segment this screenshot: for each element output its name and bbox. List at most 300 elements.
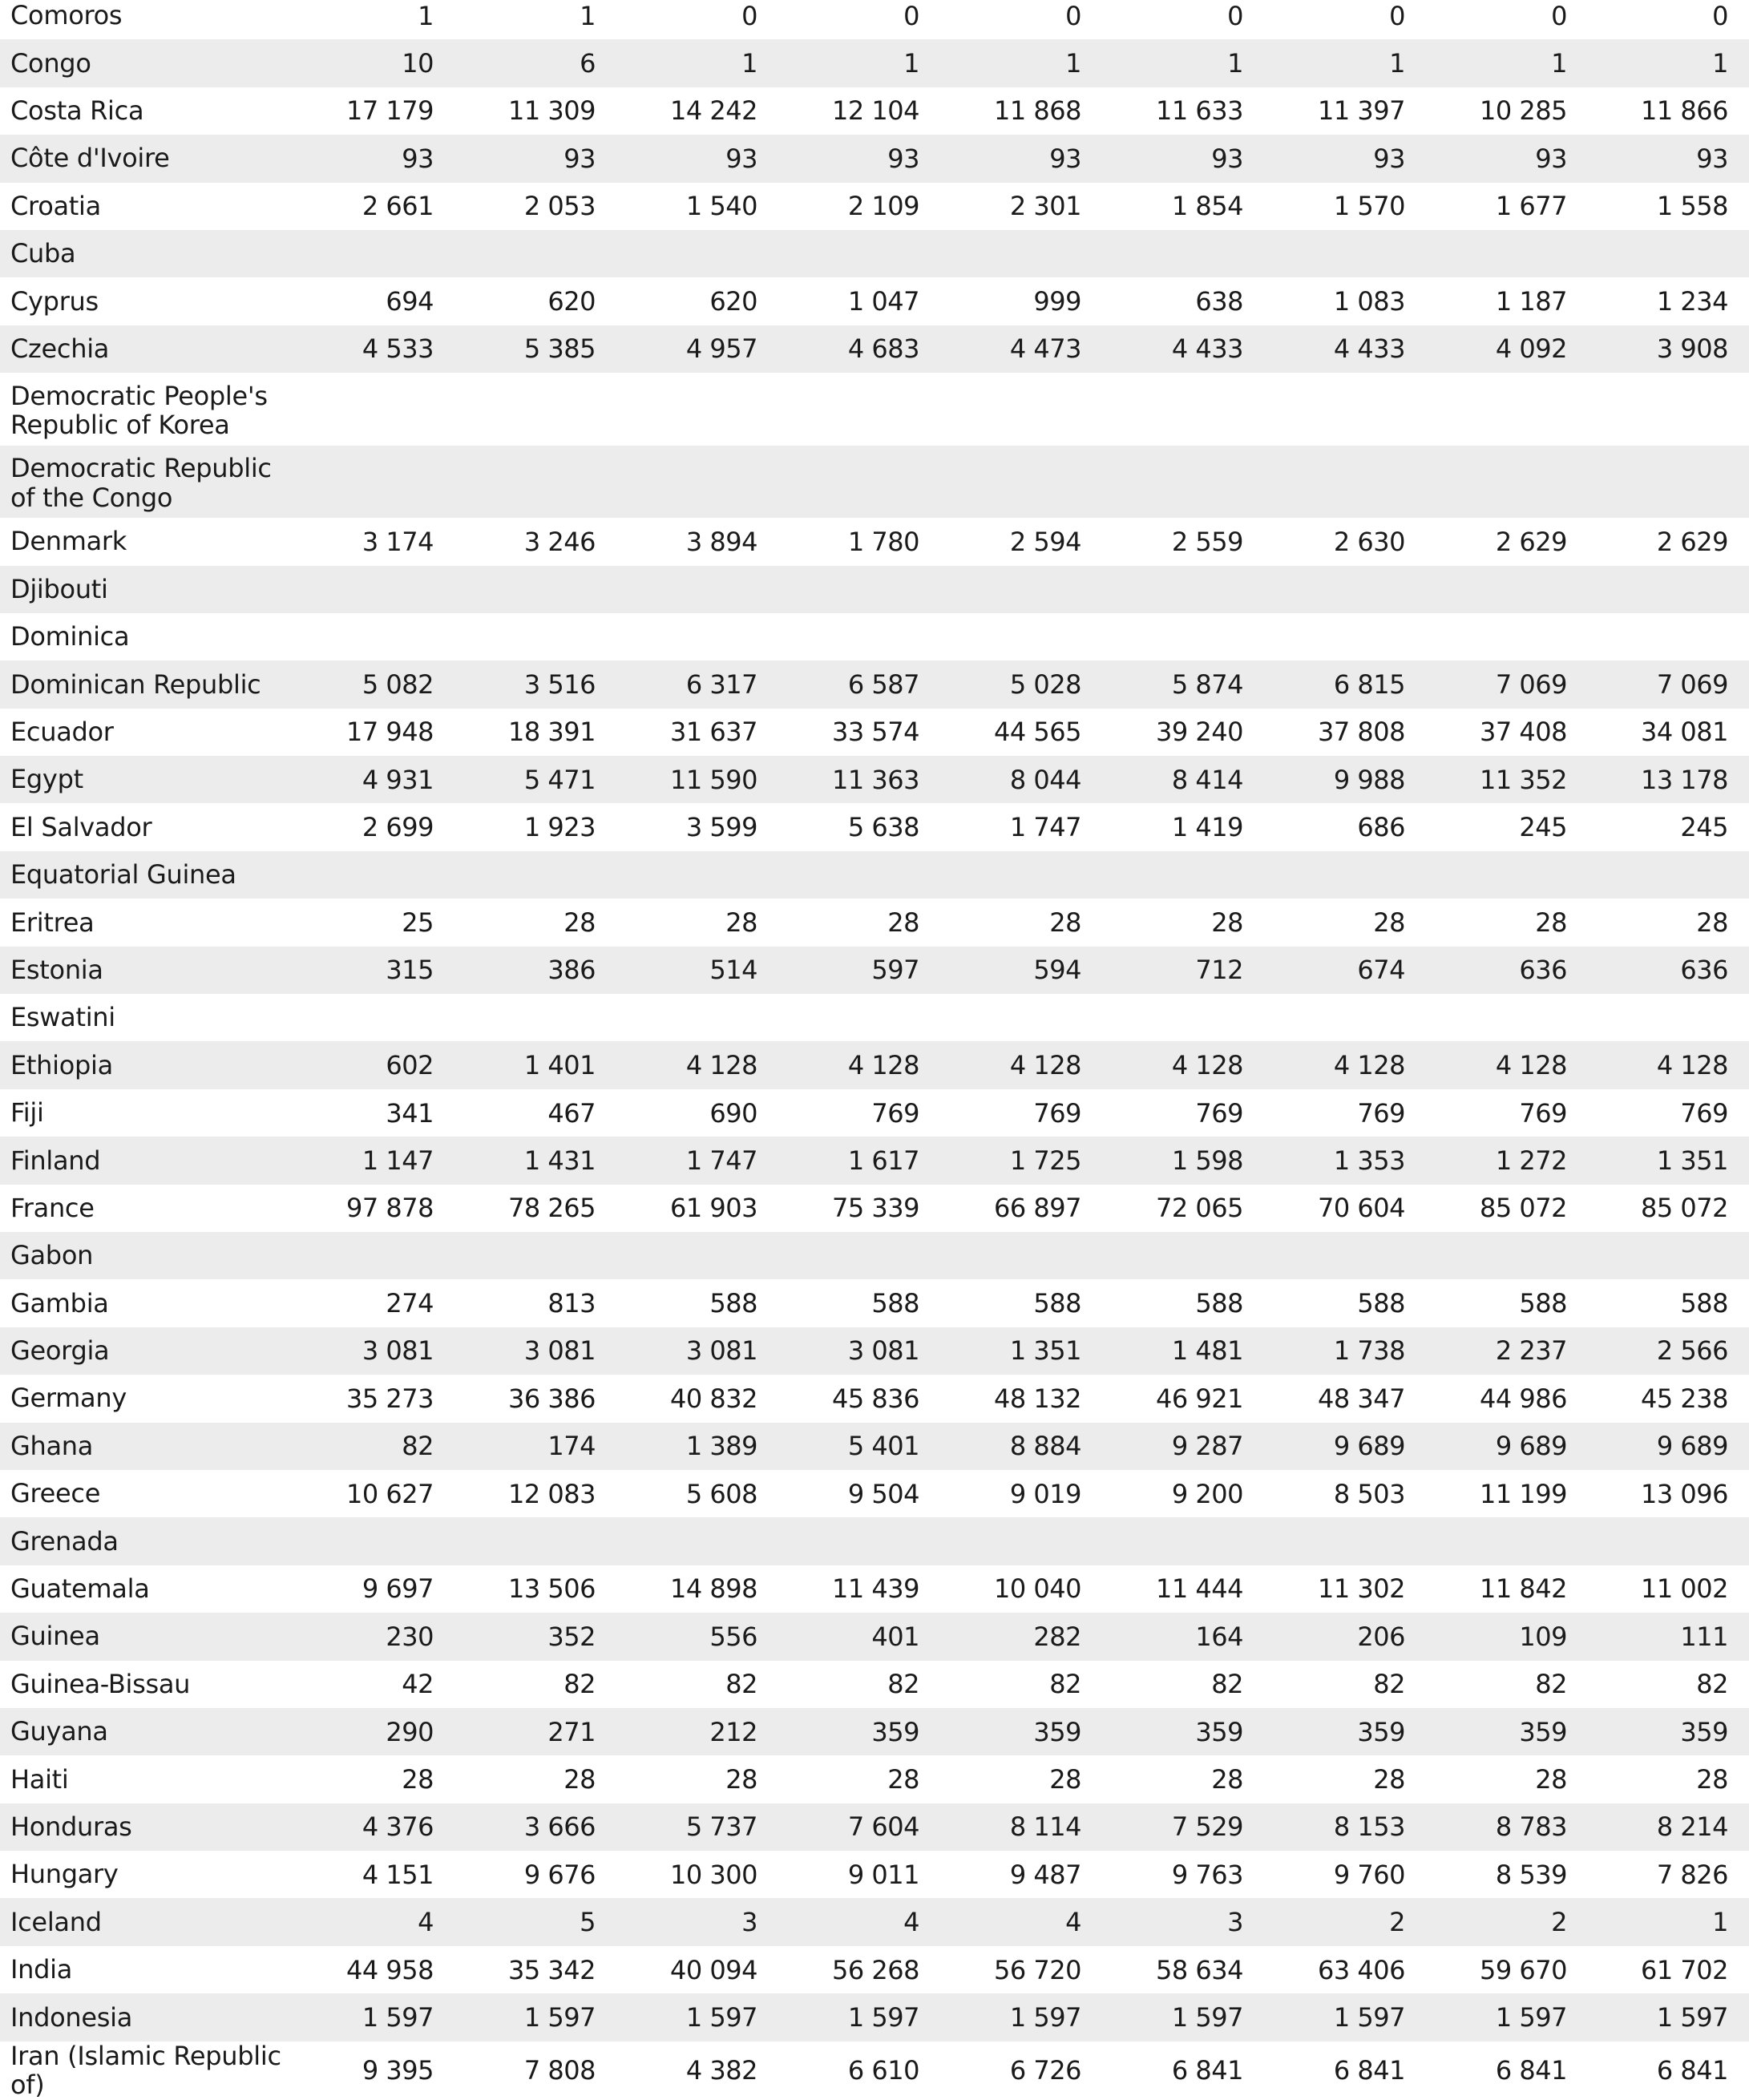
value-cell [454, 230, 616, 277]
value-cell [778, 994, 940, 1041]
value-cell [1264, 994, 1426, 1041]
value-cell: 7 604 [778, 1803, 940, 1851]
value-cell: 4 533 [293, 325, 454, 373]
table-row [0, 230, 1749, 277]
value-cell: 93 [454, 135, 616, 182]
value-cell: 0 [940, 0, 1102, 39]
value-cell: 11 633 [1102, 87, 1264, 135]
value-cell: 35 273 [293, 1375, 454, 1422]
value-cell: 82 [778, 1661, 940, 1708]
value-cell: 10 285 [1426, 87, 1588, 135]
value-cell [778, 1517, 940, 1565]
value-cell [1264, 373, 1426, 446]
value-cell: 638 [1102, 277, 1264, 325]
value-cell: 12 083 [454, 1470, 616, 1517]
value-cell: 28 [1588, 1755, 1749, 1803]
country-name-cell: Democratic Republic of the Congo [0, 446, 293, 519]
value-cell: 1 [293, 0, 454, 39]
value-cell: 1 597 [1102, 1993, 1264, 2041]
value-cell [454, 1232, 616, 1279]
value-cell [1102, 994, 1264, 1041]
value-cell [616, 613, 778, 660]
value-cell: 1 481 [1102, 1327, 1264, 1375]
value-cell: 2 630 [1264, 518, 1426, 565]
value-cell: 4 128 [1102, 1041, 1264, 1088]
value-cell [616, 373, 778, 446]
table-row [0, 518, 1749, 565]
value-cell: 7 808 [454, 2041, 616, 2100]
value-cell: 18 391 [454, 709, 616, 756]
value-cell: 1 147 [293, 1137, 454, 1184]
country-name-cell: Fiji [0, 1089, 293, 1137]
value-cell: 82 [454, 1661, 616, 1708]
value-cell: 6 [454, 39, 616, 87]
value-cell: 48 132 [940, 1375, 1102, 1422]
value-cell [778, 230, 940, 277]
value-cell: 28 [1264, 1755, 1426, 1803]
value-cell: 85 072 [1588, 1185, 1749, 1232]
value-cell: 40 832 [616, 1375, 778, 1422]
value-cell [778, 566, 940, 613]
value-cell [1264, 851, 1426, 899]
table-row [0, 1803, 1749, 1851]
value-cell [940, 851, 1102, 899]
table-row [0, 1470, 1749, 1517]
value-cell: 1 597 [1264, 1993, 1426, 2041]
value-cell: 1 [454, 0, 616, 39]
table-row [0, 1993, 1749, 2041]
value-cell: 31 637 [616, 709, 778, 756]
value-cell: 3 081 [778, 1327, 940, 1375]
value-cell [1102, 613, 1264, 660]
country-name-cell: Guinea [0, 1613, 293, 1660]
value-cell: 93 [778, 135, 940, 182]
table-row [0, 660, 1749, 708]
value-cell: 514 [616, 947, 778, 994]
value-cell [778, 613, 940, 660]
value-cell: 7 826 [1588, 1851, 1749, 1898]
value-cell: 93 [616, 135, 778, 182]
value-cell: 3 [616, 1898, 778, 1945]
value-cell: 13 178 [1588, 756, 1749, 803]
value-cell [1264, 446, 1426, 519]
country-name-cell: Eritrea [0, 899, 293, 946]
value-cell: 4 092 [1426, 325, 1588, 373]
value-cell [940, 1517, 1102, 1565]
value-cell: 9 760 [1264, 1851, 1426, 1898]
table-row [0, 1185, 1749, 1232]
value-cell [293, 1517, 454, 1565]
value-cell: 78 265 [454, 1185, 616, 1232]
value-cell: 1 747 [616, 1137, 778, 1184]
table-row [0, 1517, 1749, 1565]
value-cell: 4 382 [616, 2041, 778, 2100]
value-cell: 8 114 [940, 1803, 1102, 1851]
value-cell: 28 [1102, 1755, 1264, 1803]
country-name-cell: Gabon [0, 1232, 293, 1279]
value-cell: 0 [1102, 0, 1264, 39]
table-row [0, 1898, 1749, 1945]
value-cell [293, 446, 454, 519]
value-cell: 636 [1588, 947, 1749, 994]
table-row [0, 325, 1749, 373]
value-cell: 9 487 [940, 1851, 1102, 1898]
value-cell [1588, 230, 1749, 277]
country-name-cell: Estonia [0, 947, 293, 994]
value-cell: 3 081 [454, 1327, 616, 1375]
value-cell: 315 [293, 947, 454, 994]
value-cell: 93 [1426, 135, 1588, 182]
value-cell: 72 065 [1102, 1185, 1264, 1232]
value-cell [1588, 1517, 1749, 1565]
value-cell: 999 [940, 277, 1102, 325]
value-cell: 28 [778, 899, 940, 946]
table-row [0, 994, 1749, 1041]
value-cell: 7 529 [1102, 1803, 1264, 1851]
value-cell: 25 [293, 899, 454, 946]
value-cell: 4 128 [1264, 1041, 1426, 1088]
table-row [0, 1041, 1749, 1088]
value-cell: 0 [1264, 0, 1426, 39]
value-cell: 3 174 [293, 518, 454, 565]
value-cell: 82 [616, 1661, 778, 1708]
table-row [0, 87, 1749, 135]
value-cell: 11 439 [778, 1565, 940, 1613]
value-cell: 0 [616, 0, 778, 39]
table-row [0, 1708, 1749, 1755]
table-row [0, 0, 1749, 39]
table-row [0, 1565, 1749, 1613]
value-cell [940, 373, 1102, 446]
value-cell: 59 670 [1426, 1946, 1588, 1993]
value-cell: 11 842 [1426, 1565, 1588, 1613]
value-cell: 1 597 [293, 1993, 454, 2041]
country-name-cell: Guinea-Bissau [0, 1661, 293, 1708]
value-cell: 206 [1264, 1613, 1426, 1660]
value-cell: 70 604 [1264, 1185, 1426, 1232]
value-cell: 274 [293, 1279, 454, 1327]
value-cell: 28 [1426, 899, 1588, 946]
table-row [0, 39, 1749, 87]
table-row [0, 183, 1749, 230]
value-cell [1102, 373, 1264, 446]
value-cell: 1 677 [1426, 183, 1588, 230]
value-cell [1426, 613, 1588, 660]
value-cell: 1 738 [1264, 1327, 1426, 1375]
value-cell: 56 268 [778, 1946, 940, 1993]
value-cell: 2 053 [454, 183, 616, 230]
value-cell: 1 [1264, 39, 1426, 87]
table-row [0, 1137, 1749, 1184]
value-cell: 28 [454, 899, 616, 946]
value-cell: 620 [616, 277, 778, 325]
value-cell: 93 [1264, 135, 1426, 182]
value-cell: 28 [616, 899, 778, 946]
value-cell: 3 908 [1588, 325, 1749, 373]
value-cell: 11 363 [778, 756, 940, 803]
value-cell: 4 128 [940, 1041, 1102, 1088]
value-cell: 9 395 [293, 2041, 454, 2100]
country-name-cell: Cyprus [0, 277, 293, 325]
value-cell: 686 [1264, 803, 1426, 850]
value-cell: 352 [454, 1613, 616, 1660]
value-cell: 6 610 [778, 2041, 940, 2100]
value-cell [616, 566, 778, 613]
value-cell: 341 [293, 1089, 454, 1137]
value-cell: 5 608 [616, 1470, 778, 1517]
value-cell: 36 386 [454, 1375, 616, 1422]
value-cell: 3 [1102, 1898, 1264, 1945]
country-name-cell: Honduras [0, 1803, 293, 1851]
value-cell: 769 [1264, 1089, 1426, 1137]
value-cell: 111 [1588, 1613, 1749, 1660]
value-cell [1264, 613, 1426, 660]
value-cell: 1 558 [1588, 183, 1749, 230]
value-cell: 4 [940, 1898, 1102, 1945]
value-cell: 1 597 [940, 1993, 1102, 2041]
value-cell: 5 082 [293, 660, 454, 708]
value-cell [616, 446, 778, 519]
country-name-cell: Dominican Republic [0, 660, 293, 708]
value-cell: 6 841 [1264, 2041, 1426, 2100]
value-cell [1426, 566, 1588, 613]
table-row [0, 446, 1749, 519]
table-row [0, 1232, 1749, 1279]
country-name-cell: Germany [0, 1375, 293, 1422]
value-cell: 9 689 [1588, 1423, 1749, 1470]
value-cell: 9 011 [778, 1851, 940, 1898]
value-cell: 1 540 [616, 183, 778, 230]
value-cell: 10 300 [616, 1851, 778, 1898]
value-cell: 1 351 [1588, 1137, 1749, 1184]
value-cell [1426, 1517, 1588, 1565]
value-cell: 61 702 [1588, 1946, 1749, 1993]
country-name-cell: Grenada [0, 1517, 293, 1565]
value-cell: 245 [1426, 803, 1588, 850]
value-cell: 11 397 [1264, 87, 1426, 135]
value-cell: 674 [1264, 947, 1426, 994]
value-cell: 636 [1426, 947, 1588, 994]
value-cell: 2 699 [293, 803, 454, 850]
table-row [0, 1851, 1749, 1898]
value-cell: 588 [616, 1279, 778, 1327]
country-name-cell: Eswatini [0, 994, 293, 1041]
value-cell: 2 301 [940, 183, 1102, 230]
value-cell: 46 921 [1102, 1375, 1264, 1422]
value-cell: 14 242 [616, 87, 778, 135]
table-row [0, 1661, 1749, 1708]
value-cell: 82 [1588, 1661, 1749, 1708]
country-name-cell: Comoros [0, 0, 293, 39]
value-cell: 1 083 [1264, 277, 1426, 325]
country-name-cell: Finland [0, 1137, 293, 1184]
value-cell [1426, 994, 1588, 1041]
country-name-cell: Djibouti [0, 566, 293, 613]
table-row [0, 1423, 1749, 1470]
value-cell: 8 884 [940, 1423, 1102, 1470]
value-cell: 11 444 [1102, 1565, 1264, 1613]
table-row [0, 803, 1749, 850]
value-cell: 28 [1588, 899, 1749, 946]
value-cell [778, 1232, 940, 1279]
value-cell: 2 594 [940, 518, 1102, 565]
country-name-cell: Equatorial Guinea [0, 851, 293, 899]
value-cell: 4 128 [778, 1041, 940, 1088]
value-cell: 39 240 [1102, 709, 1264, 756]
value-cell: 82 [293, 1423, 454, 1470]
value-cell: 109 [1426, 1613, 1588, 1660]
value-cell: 10 627 [293, 1470, 454, 1517]
country-name-cell: Hungary [0, 1851, 293, 1898]
value-cell: 6 726 [940, 2041, 1102, 2100]
value-cell: 7 069 [1426, 660, 1588, 708]
value-cell: 1 389 [616, 1423, 778, 1470]
value-cell [1264, 1517, 1426, 1565]
table-row [0, 947, 1749, 994]
value-cell: 93 [1588, 135, 1749, 182]
value-cell: 690 [616, 1089, 778, 1137]
value-cell: 5 401 [778, 1423, 940, 1470]
value-cell [778, 446, 940, 519]
value-cell: 9 697 [293, 1565, 454, 1613]
value-cell: 28 [940, 899, 1102, 946]
value-cell: 75 339 [778, 1185, 940, 1232]
country-name-cell: Greece [0, 1470, 293, 1517]
value-cell: 93 [293, 135, 454, 182]
value-cell: 45 238 [1588, 1375, 1749, 1422]
value-cell [616, 230, 778, 277]
value-cell: 8 503 [1264, 1470, 1426, 1517]
value-cell: 28 [1102, 899, 1264, 946]
table-row [0, 373, 1749, 446]
value-cell: 3 246 [454, 518, 616, 565]
value-cell: 602 [293, 1041, 454, 1088]
value-cell: 1 780 [778, 518, 940, 565]
value-cell: 4 151 [293, 1851, 454, 1898]
value-cell: 8 044 [940, 756, 1102, 803]
value-cell: 28 [616, 1755, 778, 1803]
value-cell: 44 958 [293, 1946, 454, 1993]
table-row [0, 899, 1749, 946]
value-cell: 1 617 [778, 1137, 940, 1184]
value-cell: 5 471 [454, 756, 616, 803]
value-cell [293, 851, 454, 899]
value-cell: 588 [1102, 1279, 1264, 1327]
value-cell: 8 783 [1426, 1803, 1588, 1851]
value-cell: 2 559 [1102, 518, 1264, 565]
value-cell [1102, 230, 1264, 277]
country-name-cell: Indonesia [0, 1993, 293, 2041]
value-cell: 813 [454, 1279, 616, 1327]
country-name-cell: Ecuador [0, 709, 293, 756]
value-cell: 12 104 [778, 87, 940, 135]
value-cell: 6 841 [1426, 2041, 1588, 2100]
value-cell [293, 230, 454, 277]
value-cell [454, 851, 616, 899]
value-cell: 4 473 [940, 325, 1102, 373]
value-cell: 0 [1588, 0, 1749, 39]
value-cell: 359 [1102, 1708, 1264, 1755]
country-name-cell: Dominica [0, 613, 293, 660]
value-cell: 1 598 [1102, 1137, 1264, 1184]
value-cell: 4 128 [1588, 1041, 1749, 1088]
value-cell: 212 [616, 1708, 778, 1755]
value-cell: 3 599 [616, 803, 778, 850]
value-cell: 1 597 [1588, 1993, 1749, 2041]
value-cell: 3 666 [454, 1803, 616, 1851]
value-cell: 694 [293, 277, 454, 325]
value-cell [1426, 446, 1588, 519]
value-cell: 359 [940, 1708, 1102, 1755]
value-cell: 9 287 [1102, 1423, 1264, 1470]
value-cell: 9 988 [1264, 756, 1426, 803]
value-cell: 712 [1102, 947, 1264, 994]
country-name-cell: India [0, 1946, 293, 1993]
value-cell: 769 [1588, 1089, 1749, 1137]
value-cell [1588, 1232, 1749, 1279]
country-name-cell: Croatia [0, 183, 293, 230]
value-cell: 40 094 [616, 1946, 778, 1993]
country-name-cell: Côte d'Ivoire [0, 135, 293, 182]
value-cell: 58 634 [1102, 1946, 1264, 1993]
country-name-cell: Democratic People's Republic of Korea [0, 373, 293, 446]
value-cell [1264, 230, 1426, 277]
table-row [0, 1613, 1749, 1660]
value-cell [454, 613, 616, 660]
value-cell: 11 309 [454, 87, 616, 135]
value-cell [940, 230, 1102, 277]
value-cell [1588, 373, 1749, 446]
value-cell: 1 854 [1102, 183, 1264, 230]
value-cell: 359 [1426, 1708, 1588, 1755]
value-cell: 8 214 [1588, 1803, 1749, 1851]
value-cell: 769 [778, 1089, 940, 1137]
value-cell: 594 [940, 947, 1102, 994]
value-cell: 34 081 [1588, 709, 1749, 756]
value-cell: 1 597 [454, 1993, 616, 2041]
value-cell [1102, 851, 1264, 899]
value-cell: 1 431 [454, 1137, 616, 1184]
value-cell: 28 [940, 1755, 1102, 1803]
table-row [0, 756, 1749, 803]
value-cell: 2 237 [1426, 1327, 1588, 1375]
value-cell [940, 994, 1102, 1041]
value-cell: 401 [778, 1613, 940, 1660]
value-cell [293, 566, 454, 613]
value-cell [616, 994, 778, 1041]
value-cell: 33 574 [778, 709, 940, 756]
value-cell: 37 408 [1426, 709, 1588, 756]
value-cell: 1 419 [1102, 803, 1264, 850]
value-cell: 48 347 [1264, 1375, 1426, 1422]
value-cell: 66 897 [940, 1185, 1102, 1232]
value-cell [616, 851, 778, 899]
value-cell [1102, 1517, 1264, 1565]
value-cell: 11 002 [1588, 1565, 1749, 1613]
value-cell: 28 [778, 1755, 940, 1803]
value-cell: 0 [778, 0, 940, 39]
value-cell: 769 [940, 1089, 1102, 1137]
value-cell: 44 986 [1426, 1375, 1588, 1422]
value-cell: 4 128 [616, 1041, 778, 1088]
value-cell [1102, 566, 1264, 613]
value-cell: 1 725 [940, 1137, 1102, 1184]
country-name-cell: Costa Rica [0, 87, 293, 135]
value-cell: 1 [616, 39, 778, 87]
country-name-cell: Egypt [0, 756, 293, 803]
value-cell: 588 [1588, 1279, 1749, 1327]
value-cell: 85 072 [1426, 1185, 1588, 1232]
